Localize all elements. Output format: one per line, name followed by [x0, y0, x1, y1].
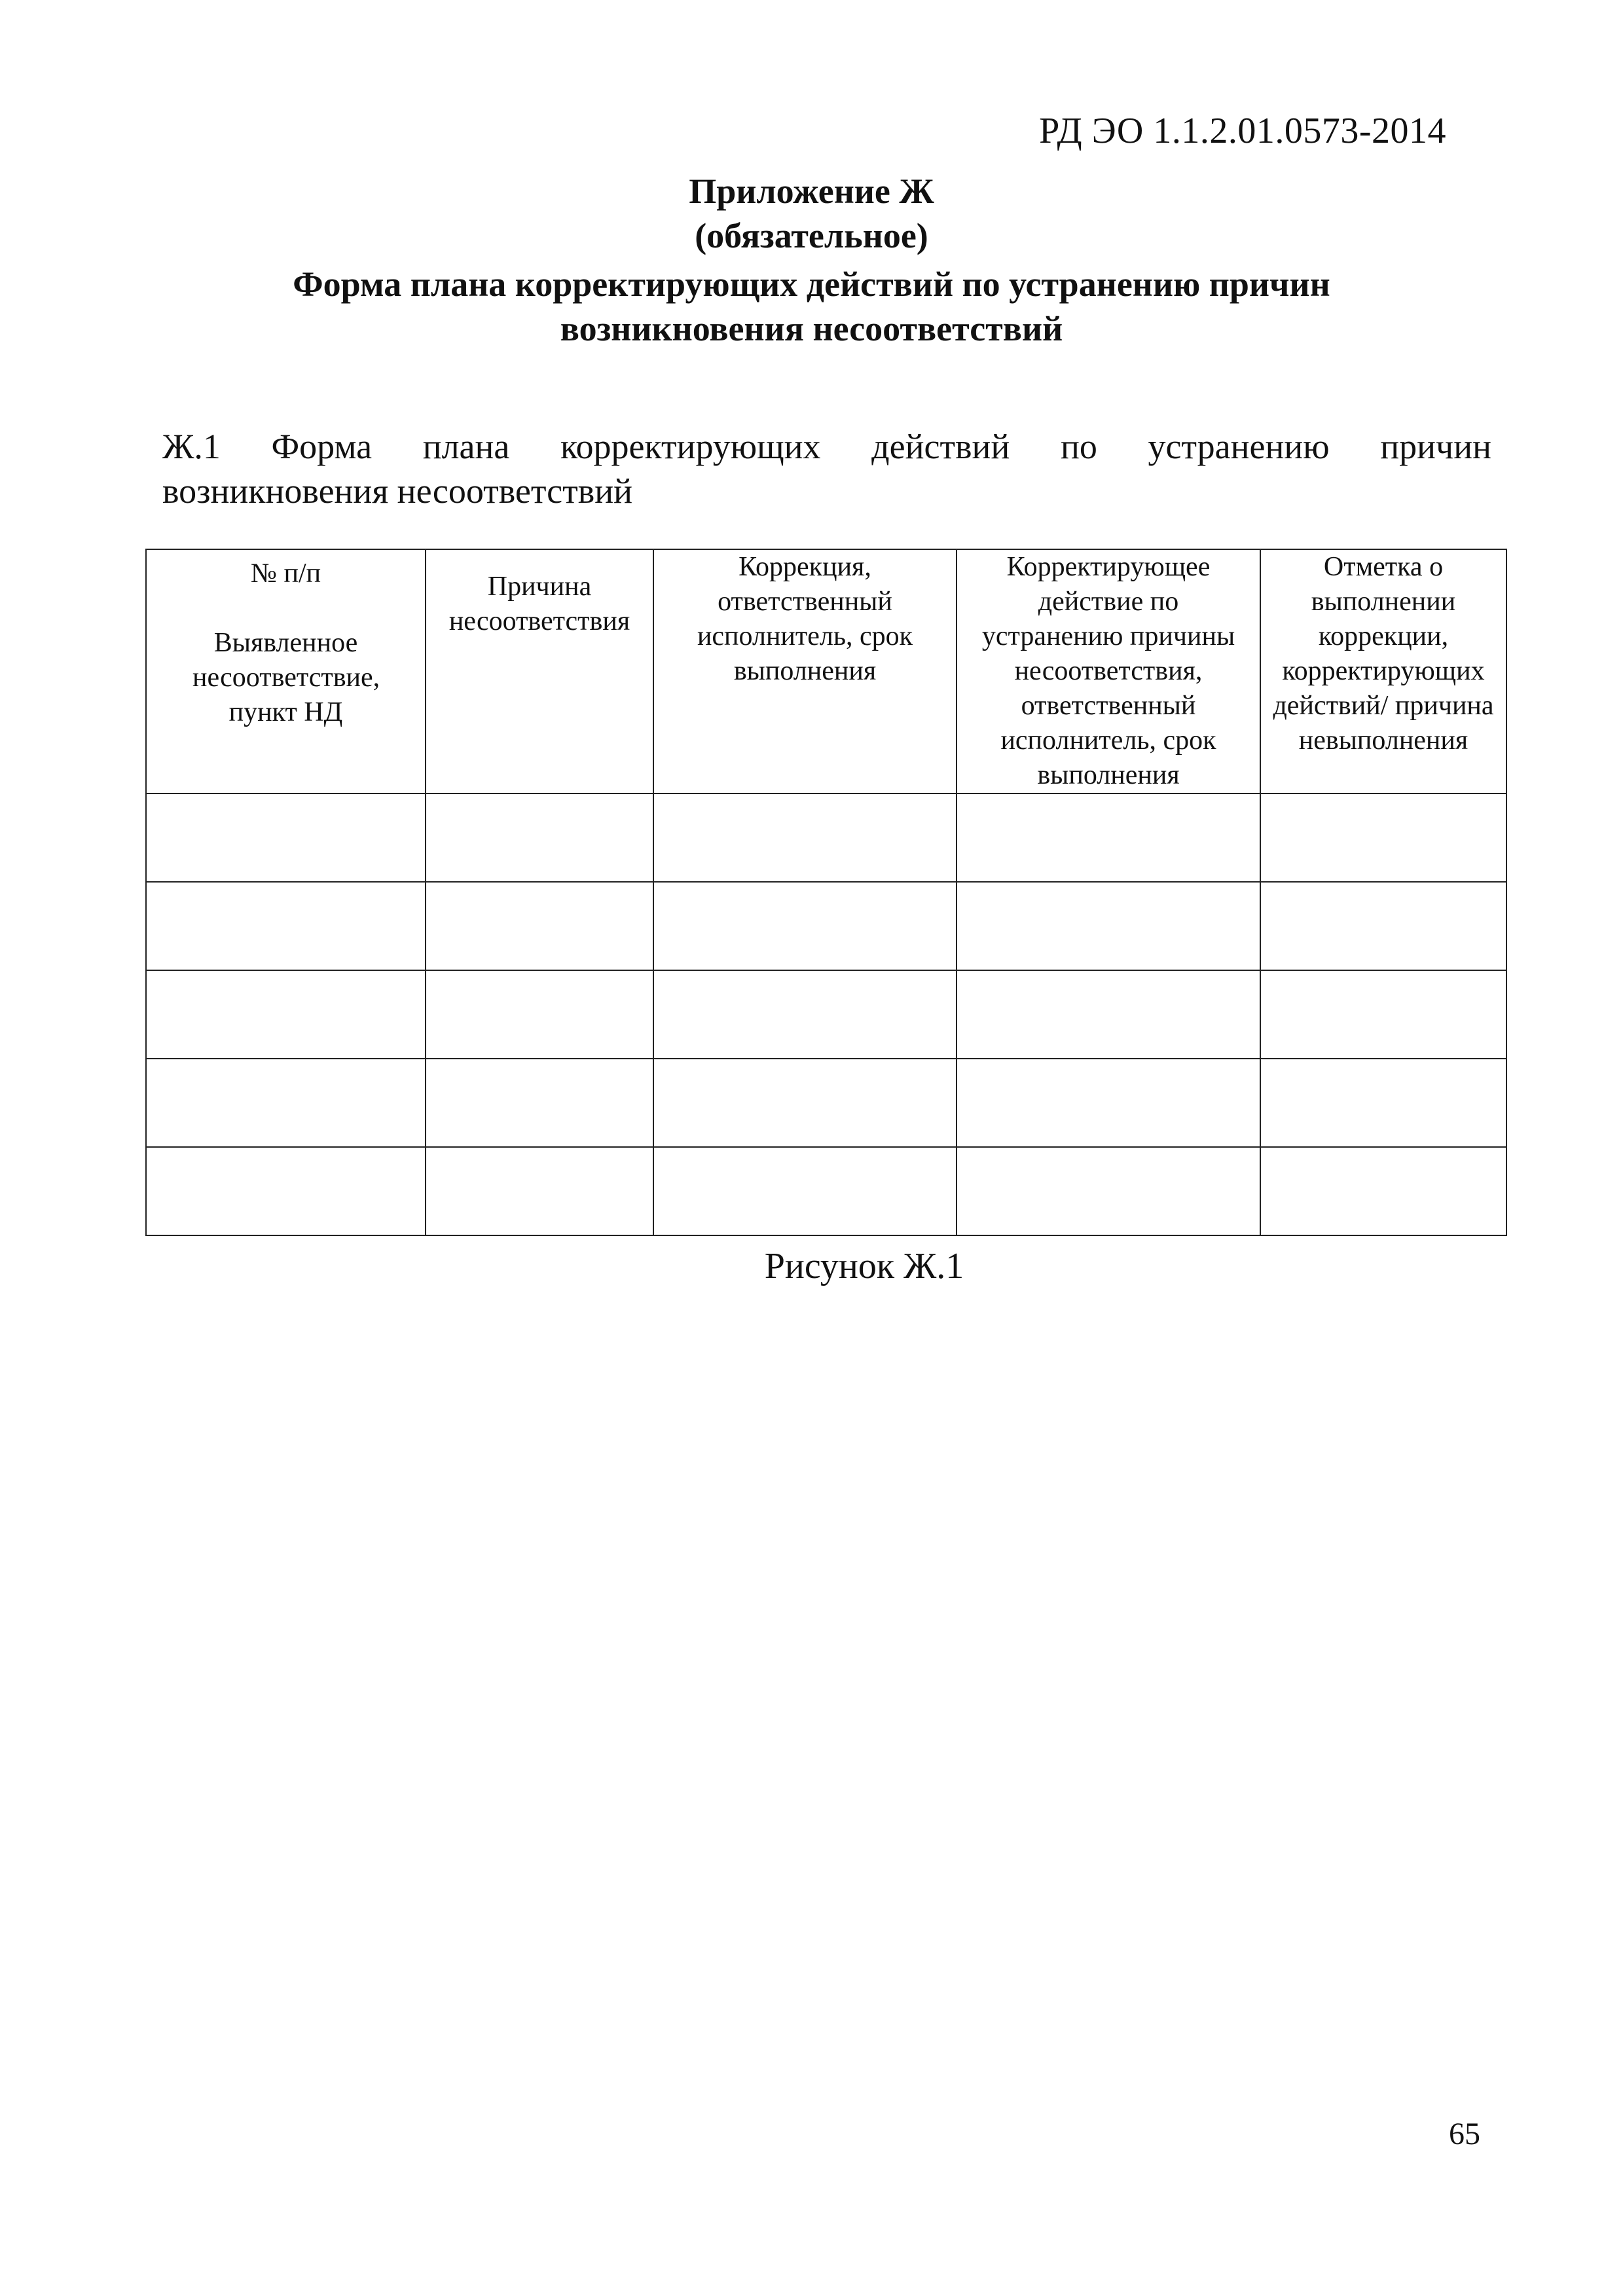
table-cell[interactable]	[426, 1147, 653, 1235]
table-cell[interactable]	[1260, 1147, 1506, 1235]
page-number: 65	[1449, 2117, 1480, 2151]
table-cell[interactable]	[653, 970, 957, 1059]
table-row	[146, 1147, 1506, 1235]
header-nonconformity-text: Выявленное несоответствие, пункт НД	[192, 628, 380, 727]
header-corrective-action: Корректирующее действие по устранению причины несоответствия, ответственный исполнитель, срок выполнения	[957, 549, 1260, 793]
table-cell[interactable]	[146, 1147, 426, 1235]
table-cell[interactable]	[426, 793, 653, 882]
table-cell[interactable]	[957, 1059, 1260, 1147]
header-nonconformity	[146, 549, 426, 793]
table-cell[interactable]	[957, 970, 1260, 1059]
table-cell[interactable]	[426, 970, 653, 1059]
table-cell[interactable]	[146, 882, 426, 970]
table-cell[interactable]	[653, 1059, 957, 1147]
table-cell[interactable]	[426, 882, 653, 970]
table-row	[146, 970, 1506, 1059]
table-cell[interactable]	[146, 793, 426, 882]
table-cell[interactable]	[957, 793, 1260, 882]
section-paragraph	[162, 424, 1491, 513]
table-cell[interactable]	[957, 882, 1260, 970]
appendix-title: Приложение Ж	[689, 172, 934, 211]
table-cell[interactable]	[957, 1147, 1260, 1235]
appendix-heading-line-2: возникновения несоответствий	[560, 309, 1063, 348]
table-cell[interactable]	[1260, 970, 1506, 1059]
table-row	[146, 1059, 1506, 1147]
corrective-action-form-table	[145, 549, 1507, 1236]
table-cell[interactable]	[1260, 793, 1506, 882]
figure-caption: Рисунок Ж.1	[764, 1246, 964, 1286]
paragraph-line-2: возникновения несоответствий	[162, 471, 633, 511]
table-cell[interactable]	[426, 1059, 653, 1147]
document-code: РД ЭО 1.1.2.01.0573-2014	[1039, 111, 1446, 151]
appendix-heading-line-1: Форма плана корректирующих действий по устранению причин	[293, 264, 1330, 304]
table-cell[interactable]	[653, 1147, 957, 1235]
table-header-row	[146, 549, 1506, 793]
table-row	[146, 793, 1506, 882]
paragraph-line-1: Ж.1 Форма плана корректирующих действий по устранению причин	[162, 427, 1491, 466]
table-cell[interactable]	[146, 1059, 426, 1147]
header-completion-mark: Отметка о выполнении коррекции, корректирующих действий/ причина невыполнения	[1260, 549, 1506, 793]
header-correction: Коррекция, ответственный исполнитель, срок выполнения	[653, 549, 957, 793]
table-cell[interactable]	[653, 793, 957, 882]
table-cell[interactable]	[1260, 1059, 1506, 1147]
appendix-status: (обязательное)	[695, 216, 928, 255]
header-item-number: № п/п	[250, 558, 321, 589]
table-row	[146, 882, 1506, 970]
table-cell[interactable]	[1260, 882, 1506, 970]
table-cell[interactable]	[146, 970, 426, 1059]
table-cell[interactable]	[653, 882, 957, 970]
header-cause: Причина несоответствия	[426, 549, 653, 793]
